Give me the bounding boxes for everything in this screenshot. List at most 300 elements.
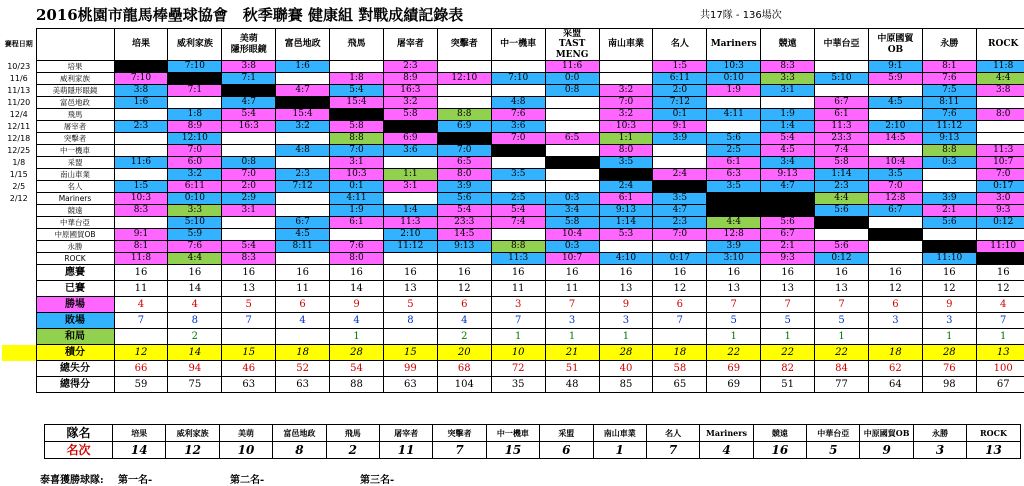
score-cell: 7:0 bbox=[222, 169, 276, 181]
stat-value bbox=[114, 329, 168, 345]
match-date: 11/20 bbox=[2, 97, 36, 109]
score-cell: 12:8 bbox=[707, 229, 761, 241]
score-cell: 0:1 bbox=[330, 181, 384, 193]
score-cell: 11:8 bbox=[114, 253, 168, 265]
team-header: 美萌 隱形眼鏡 bbox=[222, 29, 276, 61]
stat-row-losses bbox=[2, 313, 1024, 329]
match-date bbox=[2, 205, 36, 217]
score-cell bbox=[276, 193, 330, 205]
score-cell: 11:3 bbox=[491, 253, 545, 265]
score-cell: 5:8 bbox=[545, 217, 599, 229]
match-date bbox=[2, 229, 36, 241]
score-cell: 8:8 bbox=[491, 241, 545, 253]
match-date: 12/18 bbox=[2, 133, 36, 145]
row-team-name: ROCK bbox=[36, 253, 114, 265]
row-team-name: 中一機車 bbox=[36, 145, 114, 157]
stat-value: 54 bbox=[330, 361, 384, 377]
score-cell bbox=[545, 97, 599, 109]
score-cell bbox=[491, 145, 545, 157]
team-count: 共17隊 - 136場次 bbox=[700, 10, 782, 21]
score-cell: 6:5 bbox=[545, 133, 599, 145]
stat-value: 7 bbox=[815, 297, 869, 313]
score-cell: 9:1 bbox=[653, 121, 707, 133]
ranking-rank-value: 9 bbox=[860, 442, 913, 459]
team-header: 中原國貿 OB bbox=[868, 29, 922, 61]
score-cell: 11:6 bbox=[114, 157, 168, 169]
stat-value: 5 bbox=[222, 297, 276, 313]
score-cell: 1:14 bbox=[599, 217, 653, 229]
stat-value: 3 bbox=[868, 313, 922, 329]
row-team-name: 突擊者 bbox=[36, 133, 114, 145]
matrix-row bbox=[2, 133, 1024, 145]
stat-value: 2 bbox=[437, 329, 491, 345]
stat-value: 12 bbox=[976, 281, 1024, 297]
row-team-name: Mariners bbox=[36, 193, 114, 205]
stat-value: 12 bbox=[653, 281, 707, 297]
stat-label: 積分 bbox=[36, 345, 114, 361]
score-cell: 5:6 bbox=[922, 217, 976, 229]
stat-value: 3 bbox=[599, 313, 653, 329]
score-cell: 3:2 bbox=[383, 97, 437, 109]
score-cell: 3:1 bbox=[761, 85, 815, 97]
score-cell bbox=[545, 121, 599, 133]
score-cell: 3:9 bbox=[653, 133, 707, 145]
stat-value: 40 bbox=[599, 361, 653, 377]
score-cell bbox=[976, 121, 1024, 133]
stat-label: 已賽 bbox=[36, 281, 114, 297]
score-cell: 7:0 bbox=[653, 229, 707, 241]
date-header: 賽程日期 bbox=[2, 29, 36, 61]
score-cell: 23:3 bbox=[815, 133, 869, 145]
score-cell bbox=[383, 121, 437, 133]
score-cell: 10:3 bbox=[114, 193, 168, 205]
score-cell: 7:10 bbox=[114, 73, 168, 85]
score-cell: 7:0 bbox=[868, 181, 922, 193]
ranking-team-name: 名人 bbox=[646, 425, 699, 442]
stat-value: 16 bbox=[761, 265, 815, 281]
stat-value: 16 bbox=[976, 265, 1024, 281]
score-cell: 9:13 bbox=[437, 241, 491, 253]
stat-value: 63 bbox=[222, 377, 276, 393]
score-cell: 3:5 bbox=[491, 169, 545, 181]
score-cell: 11:3 bbox=[815, 121, 869, 133]
score-cell: 1:8 bbox=[330, 73, 384, 85]
stat-spacer bbox=[2, 297, 36, 313]
ranking-rank-label: 名次 bbox=[45, 442, 113, 459]
matrix-row bbox=[2, 145, 1024, 157]
stat-value: 6 bbox=[276, 297, 330, 313]
score-cell: 3:8 bbox=[114, 85, 168, 97]
score-cell bbox=[922, 181, 976, 193]
score-cell: 7:4 bbox=[491, 217, 545, 229]
score-cell: 11:10 bbox=[976, 241, 1024, 253]
stat-value: 98 bbox=[922, 377, 976, 393]
score-cell: 7:0 bbox=[437, 145, 491, 157]
score-cell bbox=[922, 229, 976, 241]
stat-value: 67 bbox=[976, 377, 1024, 393]
stat-label: 總失分 bbox=[36, 361, 114, 377]
stat-value bbox=[383, 329, 437, 345]
score-cell: 15:4 bbox=[276, 109, 330, 121]
stat-value: 16 bbox=[114, 265, 168, 281]
stat-value bbox=[222, 329, 276, 345]
footer-first: 第一名- bbox=[118, 475, 153, 486]
stat-value: 5 bbox=[707, 313, 761, 329]
score-cell: 7:0 bbox=[599, 97, 653, 109]
score-cell bbox=[761, 97, 815, 109]
stat-value: 3 bbox=[922, 313, 976, 329]
matrix-row bbox=[2, 73, 1024, 85]
stat-value: 15 bbox=[222, 345, 276, 361]
score-cell bbox=[653, 241, 707, 253]
score-cell: 3:5 bbox=[707, 181, 761, 193]
stat-value: 13 bbox=[222, 281, 276, 297]
ranking-rank-value: 1 bbox=[593, 442, 646, 459]
score-cell bbox=[222, 85, 276, 97]
score-cell bbox=[653, 145, 707, 157]
score-cell bbox=[868, 229, 922, 241]
stat-value: 28 bbox=[330, 345, 384, 361]
score-cell: 5:6 bbox=[707, 133, 761, 145]
score-cell: 3:2 bbox=[599, 109, 653, 121]
matrix-row bbox=[2, 85, 1024, 97]
stat-row-runs-scored bbox=[2, 377, 1024, 393]
stat-row-wins bbox=[2, 297, 1024, 313]
stat-value: 16 bbox=[222, 265, 276, 281]
score-cell: 8:0 bbox=[330, 253, 384, 265]
stat-value: 16 bbox=[653, 265, 707, 281]
stat-value: 7 bbox=[761, 297, 815, 313]
score-cell: 8:8 bbox=[437, 109, 491, 121]
score-cell: 7:10 bbox=[168, 61, 222, 73]
stat-value: 84 bbox=[815, 361, 869, 377]
score-cell: 4:5 bbox=[761, 145, 815, 157]
stat-value: 3 bbox=[491, 297, 545, 313]
stat-value: 16 bbox=[168, 265, 222, 281]
score-cell bbox=[599, 73, 653, 85]
score-cell: 2:3 bbox=[815, 181, 869, 193]
ranking-team-name: 飛馬 bbox=[326, 425, 379, 442]
score-cell: 8:0 bbox=[437, 169, 491, 181]
stat-value bbox=[868, 329, 922, 345]
score-cell bbox=[599, 61, 653, 73]
stat-value: 4 bbox=[276, 313, 330, 329]
score-cell: 0:17 bbox=[653, 253, 707, 265]
stat-row-scheduled bbox=[2, 265, 1024, 281]
stat-value: 20 bbox=[437, 345, 491, 361]
score-cell: 12:8 bbox=[868, 193, 922, 205]
score-cell: 0:8 bbox=[222, 157, 276, 169]
score-cell: 2:1 bbox=[922, 205, 976, 217]
score-cell: 10:3 bbox=[707, 61, 761, 73]
stat-value: 18 bbox=[276, 345, 330, 361]
row-team-name: 名人 bbox=[36, 181, 114, 193]
score-cell: 10:3 bbox=[599, 121, 653, 133]
score-cell: 11:12 bbox=[922, 121, 976, 133]
ranking-rank-value: 12 bbox=[166, 442, 219, 459]
stat-value: 13 bbox=[599, 281, 653, 297]
stat-label: 應賽 bbox=[36, 265, 114, 281]
score-cell: 3:1 bbox=[222, 205, 276, 217]
ranking-team-row bbox=[45, 425, 1021, 442]
match-date bbox=[2, 253, 36, 265]
score-cell: 3:3 bbox=[168, 205, 222, 217]
score-cell bbox=[653, 157, 707, 169]
matrix-row bbox=[2, 109, 1024, 121]
matrix-row bbox=[2, 121, 1024, 133]
score-cell: 9:13 bbox=[599, 205, 653, 217]
team-header: 永勝 bbox=[922, 29, 976, 61]
matrix-row bbox=[2, 217, 1024, 229]
stat-row-runs-allowed bbox=[2, 361, 1024, 377]
score-cell: 5:4 bbox=[330, 85, 384, 97]
score-cell: 0:3 bbox=[545, 193, 599, 205]
match-date: 2/5 bbox=[2, 181, 36, 193]
score-cell bbox=[330, 229, 384, 241]
stat-value: 88 bbox=[330, 377, 384, 393]
stat-value: 52 bbox=[276, 361, 330, 377]
matrix-row bbox=[2, 205, 1024, 217]
score-cell: 6:1 bbox=[330, 217, 384, 229]
match-date: 2/12 bbox=[2, 193, 36, 205]
score-cell bbox=[868, 145, 922, 157]
stat-value: 16 bbox=[707, 265, 761, 281]
stat-value: 3 bbox=[545, 313, 599, 329]
stat-value: 12 bbox=[114, 345, 168, 361]
score-cell bbox=[545, 109, 599, 121]
score-cell bbox=[868, 217, 922, 229]
score-cell: 1:4 bbox=[383, 205, 437, 217]
score-cell bbox=[114, 145, 168, 157]
corner-cell bbox=[36, 29, 114, 61]
stat-value: 22 bbox=[815, 345, 869, 361]
score-cell: 10:7 bbox=[545, 253, 599, 265]
score-cell bbox=[815, 229, 869, 241]
score-cell: 6:9 bbox=[383, 133, 437, 145]
score-cell: 7:0 bbox=[168, 145, 222, 157]
score-cell: 4:5 bbox=[276, 229, 330, 241]
score-cell: 2:0 bbox=[222, 181, 276, 193]
score-cell: 0:8 bbox=[545, 85, 599, 97]
score-cell: 11:6 bbox=[545, 61, 599, 73]
team-header: 富邑地政 bbox=[276, 29, 330, 61]
stat-value: 1 bbox=[707, 329, 761, 345]
score-cell: 1:5 bbox=[653, 61, 707, 73]
stat-value: 13 bbox=[976, 345, 1024, 361]
page-title: 2016桃園市龍馬棒壘球協會 秋季聯賽 健康組 對戰成績記錄表 bbox=[36, 6, 464, 24]
score-cell bbox=[437, 133, 491, 145]
match-date: 1/8 bbox=[2, 157, 36, 169]
score-cell: 5:4 bbox=[437, 205, 491, 217]
score-cell: 4:8 bbox=[276, 145, 330, 157]
footer-winners bbox=[40, 471, 740, 485]
score-cell: 7:6 bbox=[922, 73, 976, 85]
score-cell bbox=[114, 133, 168, 145]
score-cell bbox=[707, 121, 761, 133]
stat-value: 12 bbox=[922, 281, 976, 297]
score-cell: 8:11 bbox=[922, 97, 976, 109]
team-header: 采盟 TAST MENG bbox=[545, 29, 599, 61]
row-team-name: 美萌隱形眼鏡 bbox=[36, 85, 114, 97]
score-cell: 5:4 bbox=[222, 241, 276, 253]
ranking-rank-value: 5 bbox=[807, 442, 860, 459]
score-cell bbox=[168, 73, 222, 85]
stat-value: 7 bbox=[545, 297, 599, 313]
stat-value: 4 bbox=[976, 297, 1024, 313]
score-cell bbox=[114, 61, 168, 73]
stat-value: 16 bbox=[599, 265, 653, 281]
score-cell: 2:9 bbox=[222, 193, 276, 205]
score-cell: 3:5 bbox=[868, 169, 922, 181]
score-cell: 5:8 bbox=[815, 157, 869, 169]
row-team-name: 富邑地政 bbox=[36, 97, 114, 109]
score-cell bbox=[330, 61, 384, 73]
score-cell: 1:9 bbox=[761, 109, 815, 121]
score-cell: 3:6 bbox=[491, 121, 545, 133]
stat-value: 66 bbox=[114, 361, 168, 377]
score-cell: 11:12 bbox=[383, 241, 437, 253]
score-cell: 8:9 bbox=[168, 121, 222, 133]
matrix-row bbox=[2, 97, 1024, 109]
score-cell: 3:4 bbox=[545, 205, 599, 217]
stat-value: 64 bbox=[868, 377, 922, 393]
team-header: Mariners bbox=[707, 29, 761, 61]
row-team-name: 競遠 bbox=[36, 205, 114, 217]
match-date: 11/13 bbox=[2, 85, 36, 97]
score-cell bbox=[276, 205, 330, 217]
stat-value: 100 bbox=[976, 361, 1024, 377]
score-cell bbox=[707, 193, 761, 205]
stat-row-points bbox=[2, 345, 1024, 361]
score-cell: 6:7 bbox=[815, 97, 869, 109]
stat-value: 28 bbox=[922, 345, 976, 361]
ranking-rank-value: 16 bbox=[753, 442, 806, 459]
header-row bbox=[2, 29, 1024, 61]
score-cell: 2:5 bbox=[491, 193, 545, 205]
ranking-rank-value: 4 bbox=[700, 442, 753, 459]
score-cell: 4:7 bbox=[222, 97, 276, 109]
match-date: 12/4 bbox=[2, 109, 36, 121]
score-cell: 8:3 bbox=[114, 205, 168, 217]
score-cell bbox=[868, 253, 922, 265]
stat-value: 68 bbox=[437, 361, 491, 377]
row-team-name: 永勝 bbox=[36, 241, 114, 253]
score-cell: 5:8 bbox=[383, 109, 437, 121]
stat-label: 敗場 bbox=[36, 313, 114, 329]
stat-value: 12 bbox=[868, 281, 922, 297]
stat-value: 4 bbox=[114, 297, 168, 313]
score-cell bbox=[545, 169, 599, 181]
score-cell: 3:10 bbox=[707, 253, 761, 265]
stat-value: 76 bbox=[922, 361, 976, 377]
score-cell: 3:1 bbox=[383, 181, 437, 193]
score-cell bbox=[222, 217, 276, 229]
score-cell: 9:13 bbox=[761, 169, 815, 181]
score-cell: 2:3 bbox=[383, 61, 437, 73]
score-cell: 11:3 bbox=[383, 217, 437, 229]
stat-value: 1 bbox=[922, 329, 976, 345]
score-cell: 8:0 bbox=[599, 145, 653, 157]
score-cell: 4:11 bbox=[707, 109, 761, 121]
row-team-name: 屠宰者 bbox=[36, 121, 114, 133]
stat-value: 12 bbox=[437, 281, 491, 297]
score-cell: 3:6 bbox=[383, 145, 437, 157]
stat-value: 1 bbox=[330, 329, 384, 345]
score-cell bbox=[599, 169, 653, 181]
score-cell bbox=[383, 253, 437, 265]
stat-value: 28 bbox=[599, 345, 653, 361]
score-cell: 16:3 bbox=[222, 121, 276, 133]
stat-value bbox=[653, 329, 707, 345]
stat-spacer bbox=[2, 377, 36, 393]
score-cell: 0:10 bbox=[707, 73, 761, 85]
score-cell: 5:6 bbox=[815, 205, 869, 217]
score-cell: 8:9 bbox=[383, 73, 437, 85]
score-cell bbox=[545, 157, 599, 169]
stat-value: 6 bbox=[653, 297, 707, 313]
ranking-rank-value: 7 bbox=[646, 442, 699, 459]
score-cell: 3:2 bbox=[599, 85, 653, 97]
score-cell bbox=[761, 193, 815, 205]
stat-value: 13 bbox=[761, 281, 815, 297]
stat-value: 46 bbox=[222, 361, 276, 377]
score-cell: 7:6 bbox=[922, 109, 976, 121]
matrix-row bbox=[2, 181, 1024, 193]
stat-value: 11 bbox=[491, 281, 545, 297]
score-cell: 5:4 bbox=[491, 205, 545, 217]
score-cell bbox=[437, 97, 491, 109]
score-cell bbox=[383, 157, 437, 169]
stat-value: 6 bbox=[868, 297, 922, 313]
score-cell bbox=[276, 97, 330, 109]
score-cell: 4:4 bbox=[168, 253, 222, 265]
standings-table bbox=[2, 28, 1024, 393]
team-header: 中華台亞 bbox=[815, 29, 869, 61]
ranking-team-name: 培果 bbox=[113, 425, 166, 442]
score-cell: 10:7 bbox=[976, 157, 1024, 169]
stat-value: 7 bbox=[114, 313, 168, 329]
match-date bbox=[2, 217, 36, 229]
stat-label: 和局 bbox=[36, 329, 114, 345]
score-cell: 2:4 bbox=[599, 181, 653, 193]
stat-value: 94 bbox=[168, 361, 222, 377]
score-cell: 10:4 bbox=[868, 157, 922, 169]
score-cell bbox=[976, 133, 1024, 145]
footer-second: 第二名- bbox=[230, 475, 265, 486]
score-cell: 10:3 bbox=[330, 169, 384, 181]
stat-value: 11 bbox=[276, 281, 330, 297]
stat-value: 69 bbox=[707, 377, 761, 393]
score-cell: 14:5 bbox=[437, 229, 491, 241]
score-cell bbox=[491, 61, 545, 73]
score-cell: 2:3 bbox=[276, 169, 330, 181]
score-cell: 6:11 bbox=[653, 73, 707, 85]
score-cell bbox=[276, 253, 330, 265]
score-cell: 4:4 bbox=[707, 217, 761, 229]
ranking-rank-value: 11 bbox=[379, 442, 432, 459]
score-cell bbox=[707, 97, 761, 109]
stat-value: 9 bbox=[599, 297, 653, 313]
score-cell bbox=[222, 133, 276, 145]
score-cell: 1:6 bbox=[276, 61, 330, 73]
stat-value: 1 bbox=[976, 329, 1024, 345]
stat-value: 99 bbox=[383, 361, 437, 377]
score-cell: 6:1 bbox=[815, 109, 869, 121]
score-cell: 1:6 bbox=[114, 97, 168, 109]
title-bar bbox=[0, 0, 1024, 28]
stat-row-ties bbox=[2, 329, 1024, 345]
ranking-rank-value: 10 bbox=[219, 442, 272, 459]
